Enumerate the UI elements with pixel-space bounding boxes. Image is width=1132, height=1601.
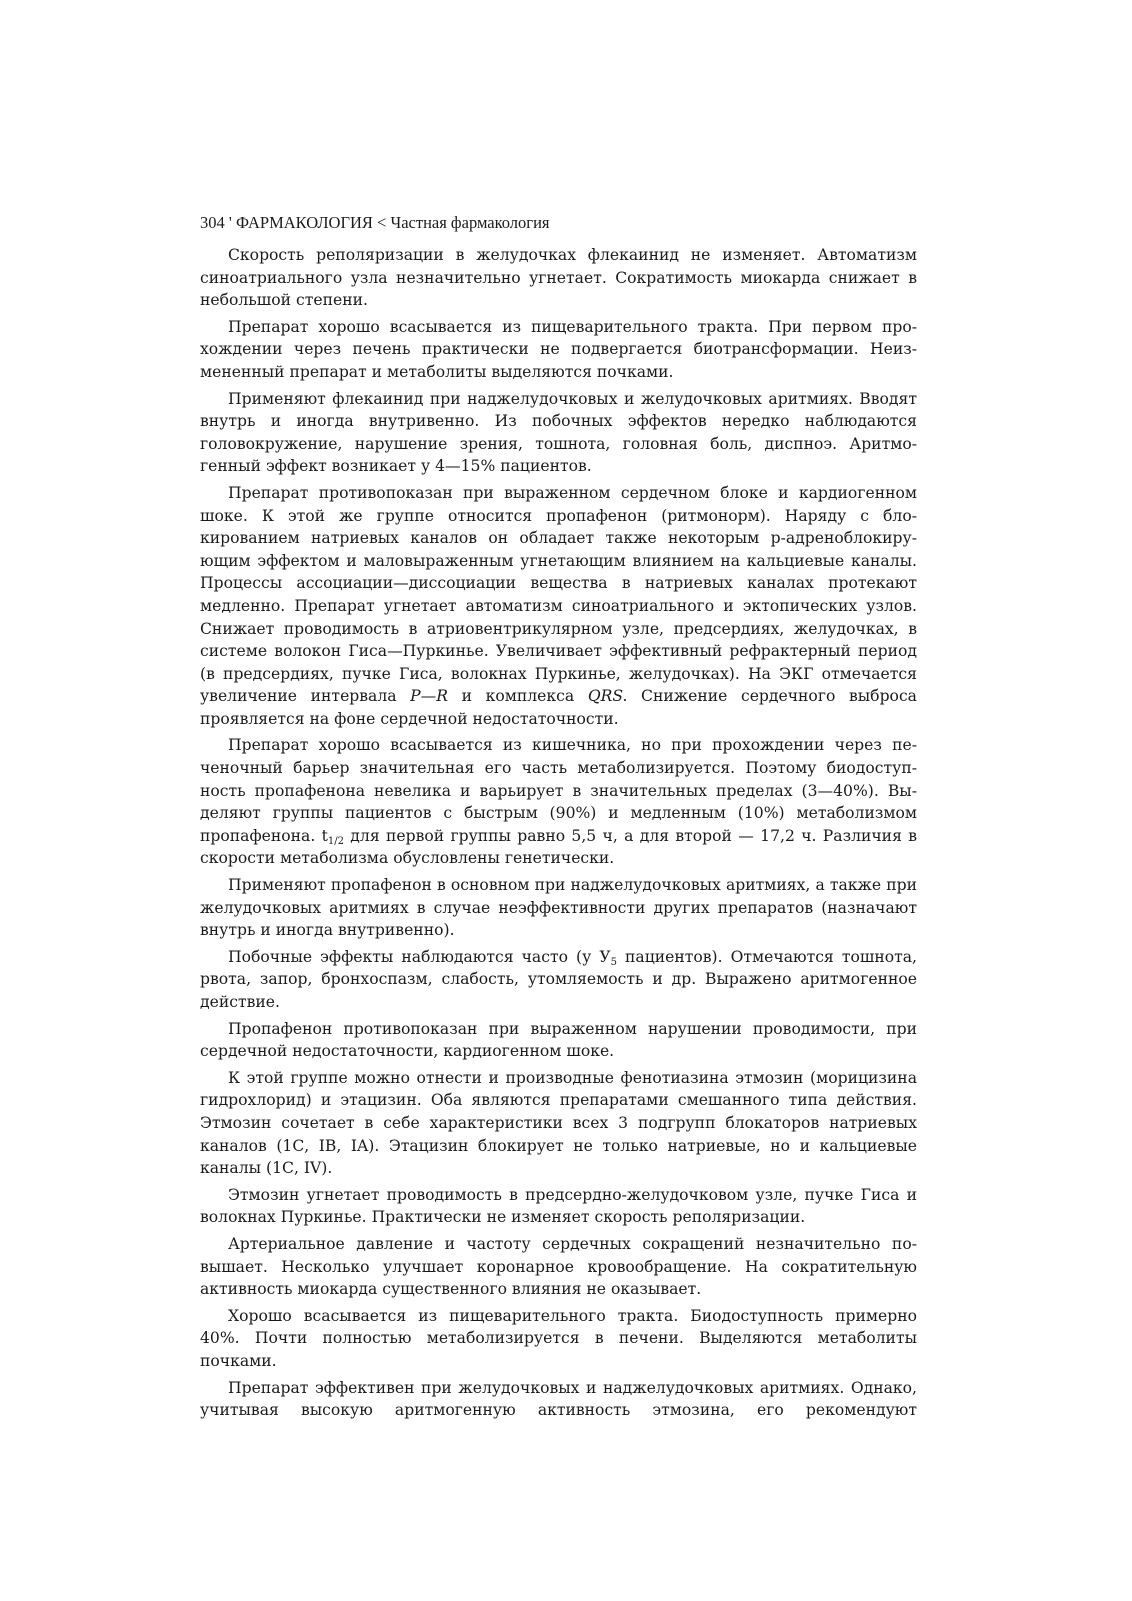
body-text <box>200 244 917 1422</box>
paragraph-propafenone-side-effects <box>200 946 917 1014</box>
paragraph-propafenone-pharmacokinetics <box>200 734 917 870</box>
paragraph-ethmozine-hemodynamics: Артериальное давление и частоту сердечных сокращений незначительно повышает. Несколько улучшает коронарное кровообращение. На сократительную активность миокарда существенного влияния не оказывает. <box>200 1234 917 1299</box>
book-page <box>200 212 917 1426</box>
page-number: 304 <box>200 213 225 232</box>
section-title: Частная фармакология <box>390 213 550 232</box>
paragraph-flecainide-absorption: Препарат хорошо всасывается из пищеварительного тракта. При первом прохождении через печень практически не подвергается биотрансформации. Неизмененный препарат и метаболиты выделяются почками. <box>200 317 917 381</box>
text-run: и комплекса <box>448 687 588 706</box>
paragraph-propafenone-contraindications: Пропафенон противопоказан при выраженном нарушении проводимости, при сердечной недостаточности, кардиогенном шоке. <box>200 1019 917 1061</box>
text-run: Побочные эффекты наблюдаются часто (у У <box>228 947 611 966</box>
text-run: Препарат противопоказан при выраженном сердечном блоке и кардиогенном шоке. К этой же группе относится пропафенон (ритмонорм). Наряду с блокированием натриевых каналов он обладает также некоторым р-адреноблокирующим эффектом и маловыраженным угнетающим влиянием на кальциевые каналы. Процессы ассоциации—диссоциации вещества в натриевых каналах протекают медленно. Препарат угнетает автоматизм синоатриального и эктопических узлов. Снижает проводимость в атриовентрикулярном узле, предсердиях, желудочках, в системе волокон Гиса—Пуркинье. Увеличивает эффективный рефрактерный период (в предсердиях, пучке Гиса, волокнах Пуркинье, желудочках). На ЭКГ отмечается увеличение интервала <box>200 483 917 706</box>
header-separator: ' <box>228 213 232 232</box>
book-title: ФАРМАКОЛОГИЯ <box>235 213 373 232</box>
header-chevron: < <box>377 213 387 232</box>
text-run: Препарат хорошо всасывается из кишечника, но при прохождении через печеночный барьер значительная его часть метаболизируется. Поэтому биодоступность пропафенона невелика и варьирует в значительных пределах (3—40%). Выделяют группы пациентов с быстрым (90%) и медленным (10%) метаболизмом пропафенона. t <box>200 736 917 845</box>
paragraph-ethmozine-intro: К этой группе можно отнести и производные фенотиазина этмозин (морицизина гидрохлорид) и этацизин. Оба являются препаратами смешанного типа действия. Этмозин сочетает в себе характеристики всех 3 подгрупп блокаторов натриевых каналов (1С, IB, IA). Этацизин блокирует не только натриевые, но и кальциевые каналы (1С, IV). <box>200 1068 917 1178</box>
paragraph-flecainide-use: Применяют флекаинид при наджелудочковых и желудочковых аритмиях. Вводят внутрь и иногда внутривенно. Из побочных эффектов нередко наблюдаются головокружение, нарушение зрения, тошнота, головная боль, диспноэ. Аритмогенный эффект возникает у 4—15% пациентов. <box>200 389 917 476</box>
pr-interval-term: Р—R <box>410 687 448 706</box>
half-life-subscript: 1/2 <box>327 835 344 847</box>
paragraph-ethmozine-absorption: Хорошо всасывается из пищеварительного тракта. Биодоступность примерно 40%. Почти полностью метаболизируется в печени. Выделяются метаболиты почками. <box>200 1306 917 1370</box>
paragraph-flecainide-repolarization: Скорость реполяризации в желудочках флекаинид не изменяет. Автоматизм синоатриального узла незначительно угнетает. Сократимость миокарда снижает в небольшой степени. <box>200 246 917 310</box>
running-head <box>200 212 917 234</box>
paragraph-propafenone-use: Применяют пропафенон в основном при наджелудочковых аритмиях, а также при желудочковых аритмиях в случае неэффективности других препаратов (назначают внутрь и иногда внутривенно). <box>200 876 917 940</box>
paragraph-ethmozine-conduction: Этмозин угнетает проводимость в предсердно-желудочковом узле, пучке Гиса и волокнах Пуркинье. Практически не изменяет скорость реполяризации. <box>200 1185 917 1227</box>
paragraph-ethmozine-use: Препарат эффективен при желудочковых и наджелудочковых аритмиях. Однако, учитывая высокую аритмогенную активность этмозина, его рекомендуют <box>200 1378 917 1420</box>
text-run: для первой группы равно 5,5 ч, а для второй — 17,2 ч. Различия в скорости метаболизма обусловлены генетически. <box>200 826 918 868</box>
qrs-complex-term: QRS. <box>587 687 628 706</box>
text-run: Снижение сердечного выброса проявляется на фоне сердечной недостаточности. <box>200 687 917 728</box>
paragraph-propafenone-intro <box>200 482 917 731</box>
text-run: пациентов). Отмечаются тошнота, рвота, запор, бронхоспазм, слабость, утомляемость и др. Выражено аритмогенное действие. <box>200 947 917 1011</box>
fraction-subscript: 5 <box>610 956 617 968</box>
